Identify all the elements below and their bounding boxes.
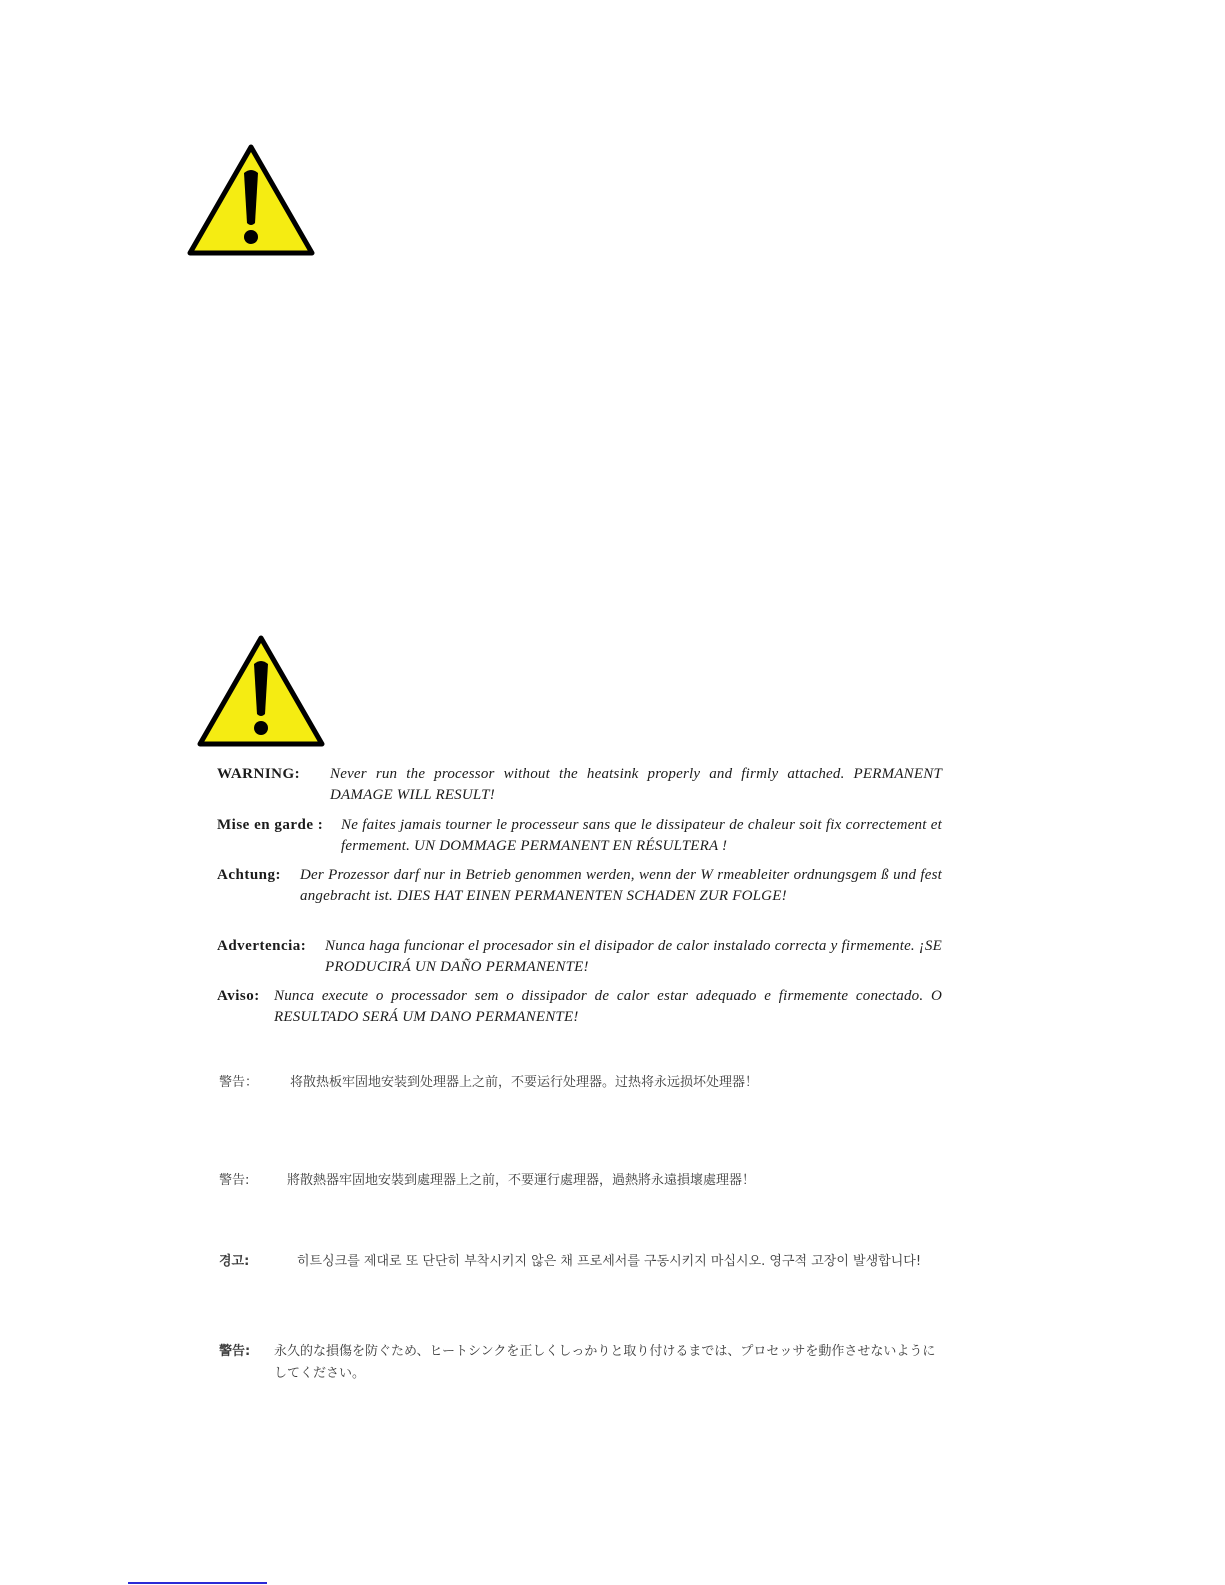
warning-triangle-icon bbox=[186, 143, 316, 257]
warning-text: 히트싱크를 제대로 또 단단히 부착시키지 않은 채 프로세서를 구동시키지 마십시오. 영구적 고장이 발생합니다! bbox=[297, 1254, 922, 1269]
warning-triangle-icon bbox=[196, 634, 326, 748]
warning-text: 将散热板牢固地安装到处理器上之前，不要运行处理器。过热将永远损坏处理器！ bbox=[290, 1075, 759, 1090]
warning-label: 경고: bbox=[219, 1254, 250, 1269]
warning-label: WARNING: bbox=[217, 766, 301, 782]
warning-label: Achtung: bbox=[217, 867, 282, 883]
warning-text: Nunca haga funcionar el procesador sin el disipador de calor instalado correcta y firmemente. ¡SE PRODUCIRÁ UN DAÑO PERMANENTE! bbox=[325, 938, 942, 975]
warning-text: 將散熱器牢固地安裝到處理器上之前，不要運行處理器，過熱將永遠損壞處理器！ bbox=[287, 1173, 756, 1188]
warning-text: Never run the processor without the heatsink properly and firmly attached. PERMANENT DAMAGE WILL RESULT! bbox=[330, 766, 942, 803]
warning-label: 警告： bbox=[219, 1075, 259, 1090]
warning-label: Advertencia: bbox=[217, 938, 307, 954]
warning-label: 警告: bbox=[219, 1344, 251, 1359]
warning-text: Ne faites jamais tourner le processeur sans que le dissipateur de chaleur soit fix correctement et fermement. UN DOMMAGE PERMANENT EN RÉSULTERA ! bbox=[341, 817, 942, 854]
warning-text: Der Prozessor darf nur in Betrieb genommen werden, wenn der W rmeableiter ordnungsgem ß und fest angebracht ist. DIES HAT EINEN PERMANENTEN SCHADEN ZUR FOLGE! bbox=[300, 867, 942, 904]
warning-label: 警告: bbox=[219, 1173, 250, 1188]
warning-text: 永久的な損傷を防ぐため、ヒートシンクを正しくしっかりと取り付けるまでは、プロセッサを動作させないようにしてください。 bbox=[274, 1344, 936, 1381]
warning-label: Mise en garde : bbox=[217, 817, 324, 833]
warning-text: Nunca execute o processador sem o dissipador de calor estar adequado e firmemente conectado. O RESULTADO SERÁ UM DANO PERMANENTE! bbox=[274, 988, 942, 1025]
footer-divider bbox=[128, 1582, 267, 1584]
warning-label: Aviso: bbox=[217, 988, 260, 1004]
